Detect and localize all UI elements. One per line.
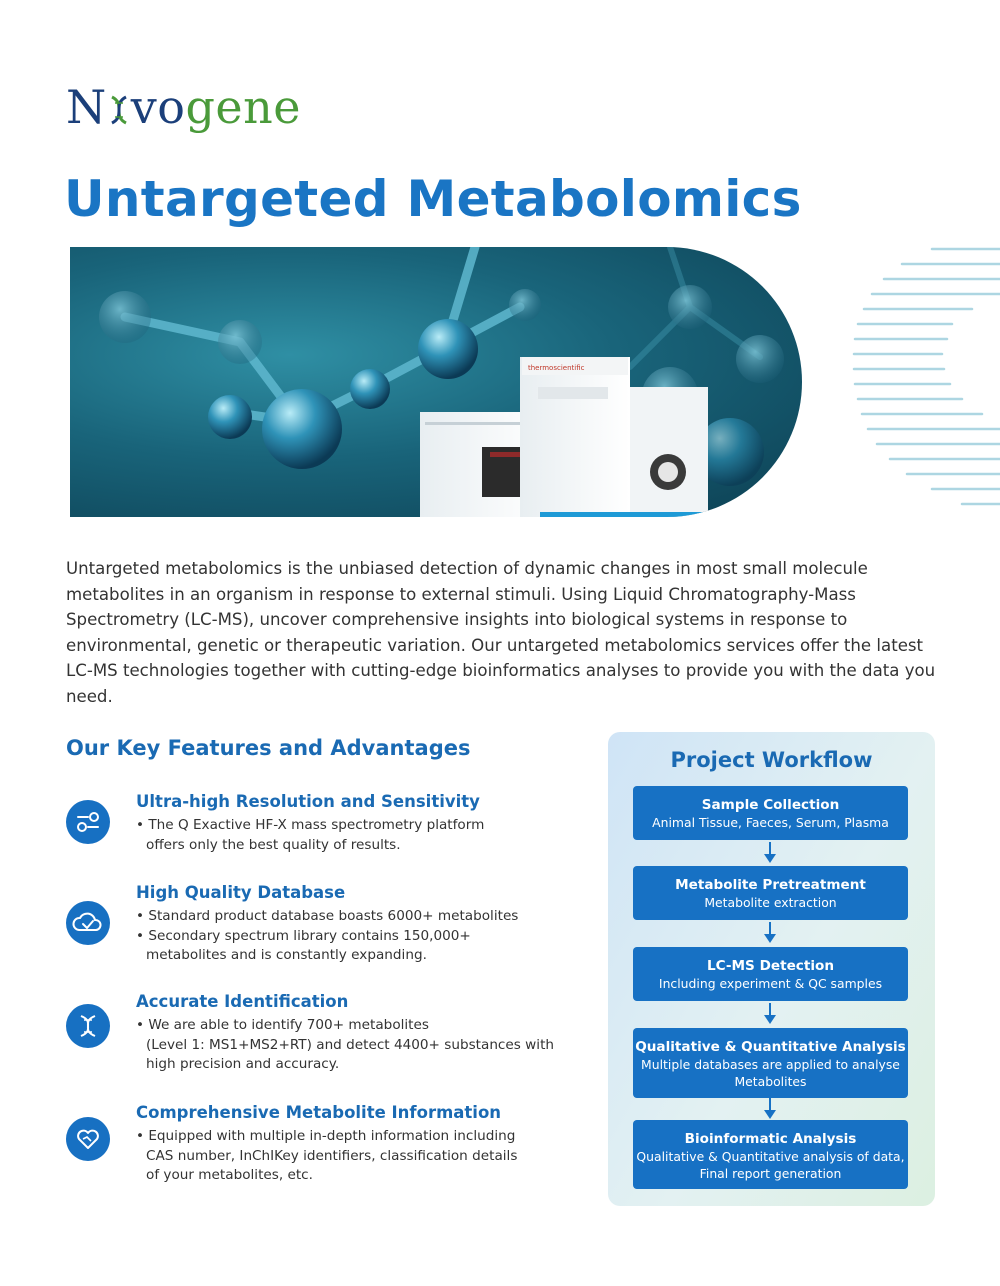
workflow-step-title: Bioinformatic Analysis xyxy=(684,1131,857,1147)
workflow-step xyxy=(633,786,908,840)
feature-line: (Level 1: MS1+MS2+RT) and detect 4400+ substances with xyxy=(146,1036,555,1053)
dna-icon xyxy=(66,1004,110,1048)
workflow-step xyxy=(633,1120,908,1189)
feature-line: • Equipped with multiple in-depth information including xyxy=(136,1128,516,1144)
arrow-down-icon xyxy=(761,842,779,864)
workflow-step xyxy=(633,866,908,920)
workflow-step xyxy=(633,947,908,1001)
arrow-down-icon xyxy=(761,1003,779,1025)
heart-hands-icon xyxy=(66,1117,110,1161)
logo-text-vo: vo xyxy=(130,80,186,134)
feature-line: • The Q Exactive HF-X mass spectrometry platform xyxy=(136,817,485,833)
workflow-title: Project Workflow xyxy=(670,748,873,772)
molecule-instrument-illustration xyxy=(70,247,802,517)
workflow-step-detail: Metabolite extraction xyxy=(704,895,837,910)
cloud-check-icon xyxy=(66,901,110,945)
workflow-panel xyxy=(608,732,935,1206)
workflow-step-detail: Final report generation xyxy=(699,1166,842,1181)
workflow-step-title: Sample Collection xyxy=(701,797,840,813)
instrument-brand-label: thermoscientific xyxy=(528,364,585,372)
workflow-step-detail: Qualitative & Quantitative analysis of data, xyxy=(636,1149,905,1164)
workflow-step-detail: Animal Tissue, Faeces, Serum, Plasma xyxy=(652,815,889,830)
arrow-down-icon xyxy=(761,922,779,944)
workflow-step-title: Qualitative & Quantitative Analysis xyxy=(635,1039,906,1055)
feature-line: • Secondary spectrum library contains 150,000+ xyxy=(136,927,471,944)
arrow-down-icon xyxy=(761,1098,779,1120)
workflow-step xyxy=(633,1028,908,1098)
page-title: Untargeted Metabolomics xyxy=(64,170,802,228)
workflow-step-detail: Including experiment & QC samples xyxy=(658,976,883,991)
settings-sliders-icon xyxy=(66,800,110,844)
feature-title: Comprehensive Metabolite Information xyxy=(136,1103,502,1122)
feature-title: High Quality Database xyxy=(136,883,346,902)
dna-helix-logo-icon xyxy=(108,76,130,106)
feature-line: metabolites and is constantly expanding. xyxy=(146,947,427,963)
feature-line: CAS number, InChIKey identifiers, classification details xyxy=(146,1147,518,1164)
feature-line: • Standard product database boasts 6000+ metabolites xyxy=(136,908,519,924)
feature-line: of your metabolites, etc. xyxy=(146,1167,313,1183)
decorative-stripes xyxy=(852,246,1000,516)
logo-text-gene: gene xyxy=(185,80,301,134)
novogene-logo xyxy=(66,74,301,140)
workflow-step-detail: Metabolites xyxy=(734,1074,807,1089)
feature-title: Ultra-high Resolution and Sensitivity xyxy=(136,792,480,811)
workflow-step-detail: Multiple databases are applied to analyse xyxy=(641,1057,900,1072)
hero-image xyxy=(70,247,802,517)
workflow-step-title: Metabolite Pretreatment xyxy=(675,877,866,893)
feature-line: high precision and accuracy. xyxy=(146,1056,340,1072)
features-heading: Our Key Features and Advantages xyxy=(66,736,471,760)
intro-paragraph: Untargeted metabolomics is the unbiased detection of dynamic changes in most small molecule metabolites in an organism in response to external stimuli. Using Liquid Chromatography-Mass Spectrometry (LC-MS), uncover comprehensive insights into biological systems in response to environmental, genetic or therapeutic variation. Our untargeted metabolomics services offer the latest LC-MS technologies together with cutting-edge bioinformatics analyses to provide you with the data you need. xyxy=(66,559,936,706)
feature-line: • We are able to identify 700+ metabolites xyxy=(136,1017,429,1033)
feature-title: Accurate Identification xyxy=(136,992,349,1011)
workflow-step-title: LC-MS Detection xyxy=(706,958,835,974)
logo-text-n: N xyxy=(66,80,107,134)
feature-line: offers only the best quality of results. xyxy=(146,836,401,853)
